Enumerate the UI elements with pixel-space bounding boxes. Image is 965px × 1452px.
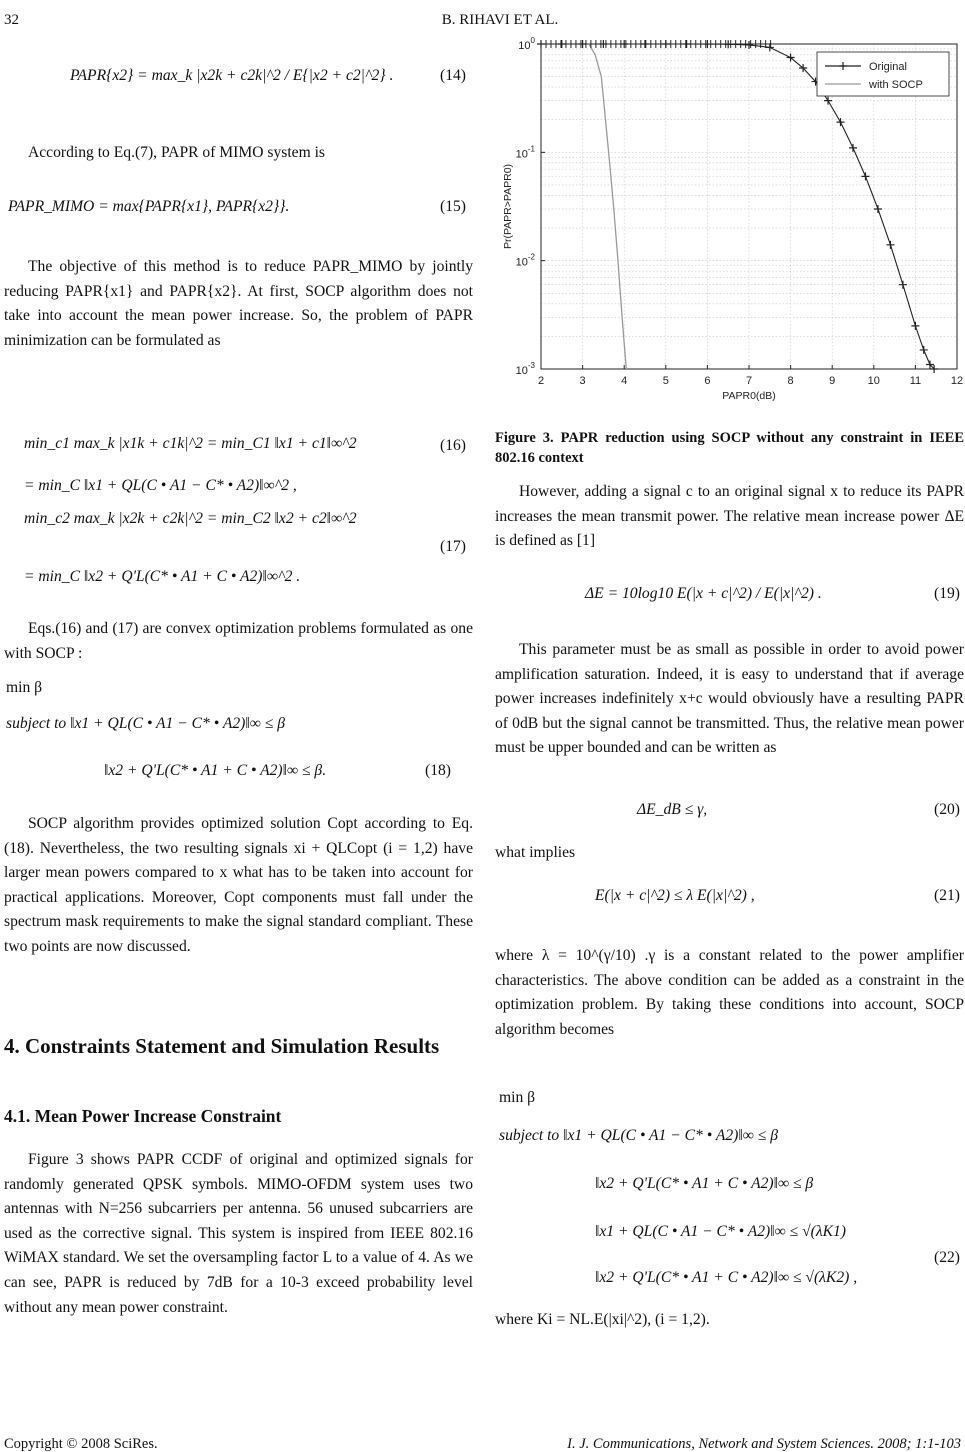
equation-16-number: (16) — [440, 437, 466, 454]
x-tick-label: 10 — [867, 375, 880, 387]
equation-20-number: (20) — [934, 801, 960, 818]
equation-19 — [495, 566, 964, 612]
x-axis-label: PAPR0(dB) — [722, 390, 776, 402]
paragraph: Figure 3 shows PAPR CCDF of original and optimized signals for randomly generated QPSK symbols. MIMO-OFDM system uses two antennas with N=256 subcarriers per antenna. 56 unused subcarriers are used as the corrective signal. This system is inspired from IEEE 802.16 WiMAX standard. We set the oversampling factor L to a value of 4. As we can see, PAPR is reduced by 7dB for a 10-3 exceed probability level without any mean power constraint. — [4, 1151, 473, 1316]
equation-22-line-2: subject to ‖x1 + QL(C • A1 − C* • A2)‖∞ ≤ β — [499, 1127, 778, 1144]
copyright: Copyright © 2008 SciRes. — [4, 1436, 158, 1452]
subsection-heading: 4.1. Mean Power Increase Constraint — [4, 1106, 282, 1126]
equation-15-number: (15) — [440, 198, 466, 215]
paragraph: This parameter must be as small as possible in order to avoid power amplification saturation. Indeed, it is easy to understand that if average power increases indefinitely x+c would obviously have a resulting PAPR of 0dB but the signal cannot be transmitted. Thus, the relative mean power must be upper bounded and can be written as — [495, 641, 964, 757]
where-line: where Ki = NL.E(|xi|^2), (i = 1,2). — [495, 1311, 710, 1328]
equation-16-line-1: min_c1 max_k |x1k + c1k|^2 = min_C1 ‖x1 + c1‖∞^2 — [24, 435, 357, 452]
equation-22-line-3: ‖x2 + Q'L(C* • A1 + C • A2)‖∞ ≤ β — [595, 1175, 814, 1192]
figure-3 — [495, 36, 964, 416]
legend-label: with SOCP — [869, 79, 923, 91]
x-tick-label: 5 — [662, 375, 669, 387]
legend-label: Original — [869, 61, 907, 73]
equation-20 — [495, 796, 964, 826]
x-tick-label: 8 — [787, 375, 794, 387]
paragraph: The objective of this method is to reduce PAPR_MIMO by jointly reducing PAPR{x1} and PAPR{x2}. At first, SOCP algorithm does not take into account the mean power increase. So, the problem of PAPR minimization can be formulated as — [4, 258, 473, 349]
paragraph: Eqs.(16) and (17) are convex optimization problems formulated as one with SOCP : — [4, 620, 473, 662]
equation-14-number: (14) — [440, 67, 466, 84]
equation-18 — [4, 676, 473, 796]
y-tick-label: $10^0$ — [518, 36, 535, 52]
y-tick-label: $10^{-2}$ — [515, 252, 535, 269]
x-tick-label: 9 — [829, 375, 836, 387]
x-tick-label: 11 — [909, 375, 922, 387]
equation-18-number: (18) — [425, 762, 451, 779]
y-tick-label: $10^{-1}$ — [515, 144, 535, 161]
equation-16-line-2: = min_C ‖x1 + QL(C • A1 − C* • A2)‖∞^2 , — [24, 477, 297, 494]
x-tick-label: 3 — [579, 375, 586, 387]
paragraph: where λ = 10^(γ/10) .γ is a constant related to the power amplifier characteristics. The above condition can be added as a constraint in the optimization problem. By taking these conditions into account, SOCP algorithm becomes — [495, 947, 964, 1038]
x-tick-label: 7 — [745, 375, 753, 387]
equation-16 — [4, 418, 473, 498]
x-tick-label: 2 — [537, 375, 545, 387]
x-tick-label: 4 — [621, 375, 628, 387]
ccdf-chart — [495, 36, 964, 416]
equation-22-number: (22) — [934, 1249, 960, 1266]
page-number: 32 — [4, 12, 19, 28]
y-tick-label: $10^{-3}$ — [515, 361, 535, 377]
equation-17-number: (17) — [440, 538, 466, 555]
equation-18-line-2: subject to ‖x1 + QL(C • A1 − C* • A2)‖∞ ≤ β — [6, 715, 285, 732]
paragraph: According to Eq.(7), PAPR of MIMO system is — [28, 144, 326, 161]
paragraph: what implies — [495, 844, 576, 861]
equation-22-line-4: ‖x1 + QL(C • A1 − C* • A2)‖∞ ≤ √(λK1) — [595, 1223, 846, 1240]
equation-22 — [495, 1086, 964, 1306]
equation-19-text: ΔE = 10log10 E(|x + c|^2) / E(|x|^2) . — [585, 585, 822, 602]
x-tick-label: 6 — [704, 375, 711, 387]
equation-22-line-1: min β — [499, 1089, 536, 1106]
equation-14-text: PAPR{x2} = max_k |x2k + c2k|^2 / E{|x2 + c2|^2} . — [70, 67, 394, 84]
equation-18-line-3: ‖x2 + Q'L(C* • A1 + C • A2)‖∞ ≤ β. — [104, 762, 327, 779]
equation-18-line-1: min β — [6, 679, 43, 696]
equation-20-text: ΔE_dB ≤ γ, — [637, 801, 708, 818]
equation-17 — [4, 503, 473, 603]
equation-21-text: E(|x + c|^2) ≤ λ E(|x|^2) , — [595, 887, 755, 904]
equation-14 — [4, 42, 473, 112]
equation-17-line-2: = min_C ‖x2 + Q'L(C* • A1 + C • A2)‖∞^2 . — [24, 568, 301, 585]
section-heading: 4. Constraints Statement and Simulation Results — [4, 1034, 440, 1058]
paragraph: However, adding a signal c to an original signal x to reduce its PAPR increases the mean transmit power. The relative mean increase power ΔE is defined as [1] — [495, 483, 964, 550]
y-axis-label: Pr(PAPR>PAPR0) — [502, 163, 514, 250]
figure-caption: Figure 3. PAPR reduction using SOCP without any constraint in IEEE 802.16 context — [495, 430, 964, 466]
x-tick-label: 12 — [950, 375, 964, 387]
equation-15 — [4, 191, 473, 221]
journal-citation: I. J. Communications, Network and System Sciences. 2008; 1:1-103 — [567, 1436, 961, 1452]
equation-22-line-5: ‖x2 + Q'L(C* • A1 + C • A2)‖∞ ≤ √(λK2) , — [595, 1269, 858, 1286]
equation-21 — [495, 878, 964, 914]
equation-15-text: PAPR_MIMO = max{PAPR{x1}, PAPR{x2}}. — [8, 198, 290, 215]
equation-21-number: (21) — [934, 887, 960, 904]
running-head: B. RIHAVI ET AL. — [441, 12, 559, 28]
paragraph: SOCP algorithm provides optimized solution Copt according to Eq.(18). Nevertheless, the two resulting signals xi + QLCopt (i = 1,2) have larger mean powers compared to x what has to be taken into account for practical applications. Moreover, Copt components must fall under the spectrum mask requirements to make the signal standard compliant. These two points are now discussed. — [4, 815, 473, 955]
equation-17-line-1: min_c2 max_k |x2k + c2k|^2 = min_C2 ‖x2 + c2‖∞^2 — [24, 510, 357, 527]
equation-19-number: (19) — [934, 585, 960, 602]
